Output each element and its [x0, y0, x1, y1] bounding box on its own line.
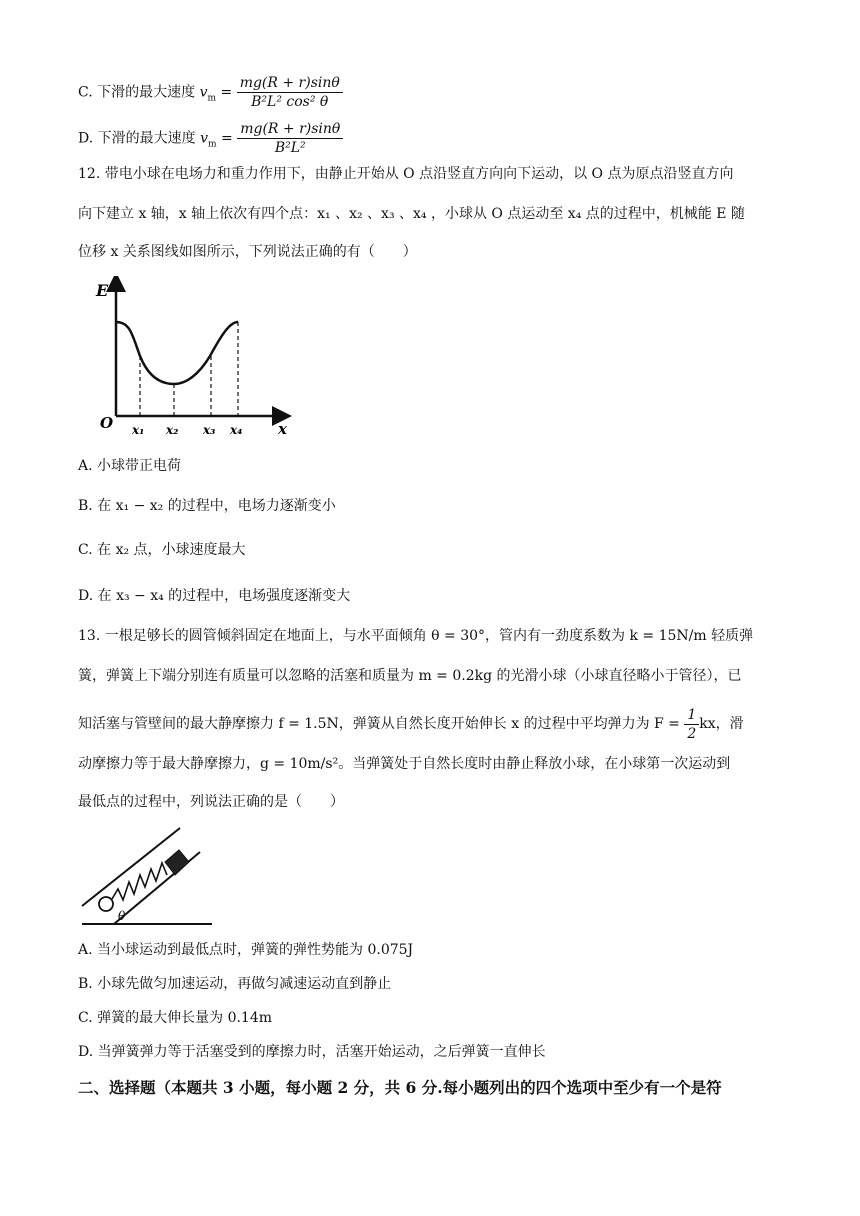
option-c-velocity: C. 下滑的最大速度 $v_m$ = $\frac{mg(R + r)\sin\theta}{\text{B²L² cos² θ}}$: [78, 74, 343, 111]
tube-wall-upper: [82, 828, 180, 906]
section-heading: 二、选择题（本题共 3 小题，每小题 2 分，共 6 分.每小题列出的四个选项中至少有一个是符: [78, 1078, 722, 1097]
velocity-fraction: $\frac{mg(R + r)\sin\theta}{\text{B²L² cos² θ}}$: [237, 74, 343, 111]
q12-option-b: B. 在 x₁ − x₂ 的过程中，电场力逐渐变小: [78, 498, 336, 514]
q13-line2: 簧，弹簧上下端分别连有质量可以忽略的活塞和质量为 m = 0.2kg 的光滑小球（小球直径略小于管径），已: [78, 668, 742, 684]
inclined-tube-diagram: [78, 820, 218, 930]
q13-line3: 知活塞与管壁间的最大静摩擦力 f = 1.5N，弹簧从自然长度开始伸长 x 的过程中平均弹力为 F = $\frac{1}{2}$ kx，滑: [78, 706, 744, 742]
q13-line1: 13. 一根足够长的圆管倾斜固定在地面上，与水平面倾角 θ = 30°，管内有一劲度系数为 k = 15N/m 轻质弹: [78, 628, 754, 644]
energy-displacement-graph: [90, 276, 300, 444]
tick-x4: x₄: [230, 423, 243, 437]
q13-option-a: A. 当小球运动到最低点时，弹簧的弹性势能为 0.075J: [78, 942, 414, 958]
x-axis-label: x: [278, 420, 287, 438]
q13-line5: 最低点的过程中，列说法正确的是（ ）: [78, 794, 344, 810]
ball: [99, 897, 113, 911]
q13-option-c: C. 弹簧的最大伸长量为 0.14m: [78, 1010, 273, 1026]
q13-option-d: D. 当弹簧弹力等于活塞受到的摩擦力时，活塞开始运动，之后弹簧一直伸长: [78, 1044, 546, 1060]
y-axis-label: E: [96, 281, 109, 300]
tick-x2: x₂: [166, 423, 179, 437]
energy-curve: [116, 322, 238, 384]
velocity-fraction: $\frac{mg(R + r)\sin\theta}{\text{B²L²}}$: [237, 120, 343, 157]
tick-x1: x₁: [132, 423, 145, 437]
q12-option-d: D. 在 x₃ − x₄ 的过程中，电场强度逐渐变大: [78, 588, 351, 604]
half-fraction: $\frac{1}{2}$: [684, 706, 699, 743]
spring: [112, 863, 167, 900]
q13-line4: 动摩擦力等于最大静摩擦力，g = 10m/s²。当弹簧处于自然长度时由静止释放小球，在小球第一次运动到: [78, 756, 731, 772]
q13-option-b: B. 小球先做匀加速运动，再做匀减速运动直到静止: [78, 976, 392, 992]
option-d-velocity: D. 下滑的最大速度 $v_m$ = $\frac{mg(R + r)\sin\theta}{\text{B²L²}}$: [78, 120, 343, 157]
origin-label: O: [100, 414, 114, 432]
angle-label: θ: [118, 909, 126, 923]
q12-line1: 12. 带电小球在电场力和重力作用下，由静止开始从 O 点沿竖直方向向下运动，以 O 点为原点沿竖直方向: [78, 166, 734, 182]
q12-option-a: A. 小球带正电荷: [78, 458, 182, 474]
tick-x3: x₃: [203, 423, 216, 437]
q12-option-c: C. 在 x₂ 点，小球速度最大: [78, 542, 246, 558]
q12-line3: 位移 x 关系图线如图所示，下列说法正确的有（ ）: [78, 244, 417, 260]
q12-line2: 向下建立 x 轴，x 轴上依次有四个点：x₁ 、x₂ 、x₃ 、x₄ ，小球从 O 点运动至 x₄ 点的过程中，机械能 E 随: [78, 206, 745, 222]
piston: [165, 850, 189, 875]
